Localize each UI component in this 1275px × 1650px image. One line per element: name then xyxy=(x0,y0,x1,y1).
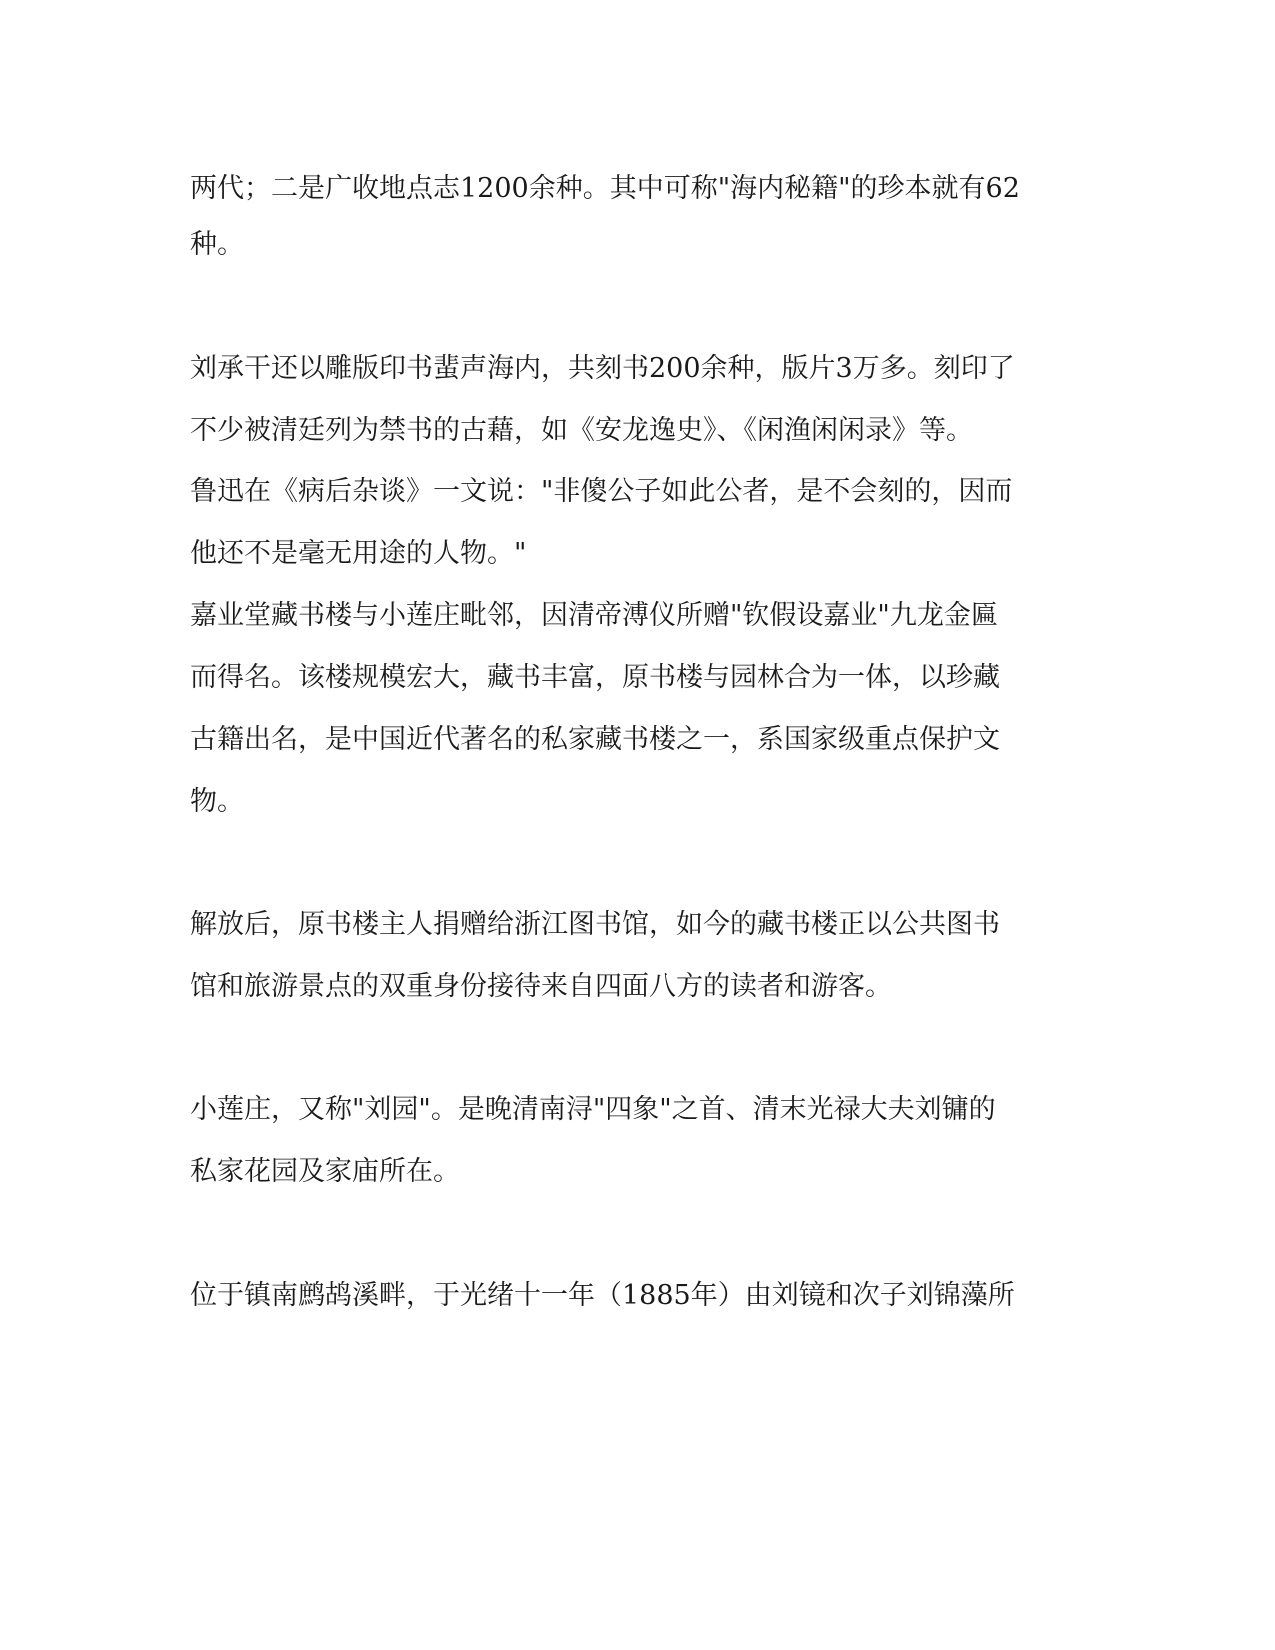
text-line: 两代；二是广收地点志1200余种。其中可称"海内秘籍"的珍本就有62 xyxy=(190,173,1020,204)
text-line: 而得名。该楼规模宏大，藏书丰富，原书楼与园林合为一体，以珍藏 xyxy=(190,662,1000,693)
text-line: 物。 xyxy=(190,786,244,817)
text-line: 馆和旅游景点的双重身份接待来自四面八方的读者和游客。 xyxy=(190,971,892,1002)
text-line: 他还不是毫无用途的人物。" xyxy=(190,538,527,569)
text-line: 古籍出名，是中国近代著名的私家藏书楼之一，系国家级重点保护文 xyxy=(190,724,1000,755)
text-line: 嘉业堂藏书楼与小莲庄毗邻，因清帝溥仪所赠"钦假设嘉业"九龙金匾 xyxy=(190,600,998,631)
text-line: 种。 xyxy=(190,229,244,260)
text-line: 位于镇南鹧鸪溪畔，于光绪十一年（1885年）由刘镜和次子刘锦藻所 xyxy=(190,1280,1015,1311)
text-line: 解放后，原书楼主人捐赠给浙江图书馆，如今的藏书楼正以公共图书 xyxy=(190,909,1000,940)
text-line: 小莲庄，又称"刘园"。是晚清南浔"四象"之首、清末光禄大夫刘镛的 xyxy=(190,1094,996,1125)
text-line: 刘承干还以雕版印书蜚声海内，共刻书200余种，版片3万多。刻印了 xyxy=(190,353,1015,384)
text-line: 私家花园及家庙所在。 xyxy=(190,1156,460,1187)
text-line: 不少被清廷列为禁书的古藉，如《安龙逸史》、《闲渔闲闲录》等。 xyxy=(190,415,973,446)
text-line: 鲁迅在《病后杂谈》一文说："非傻公子如此公者，是不会刻的，因而 xyxy=(190,476,1013,507)
